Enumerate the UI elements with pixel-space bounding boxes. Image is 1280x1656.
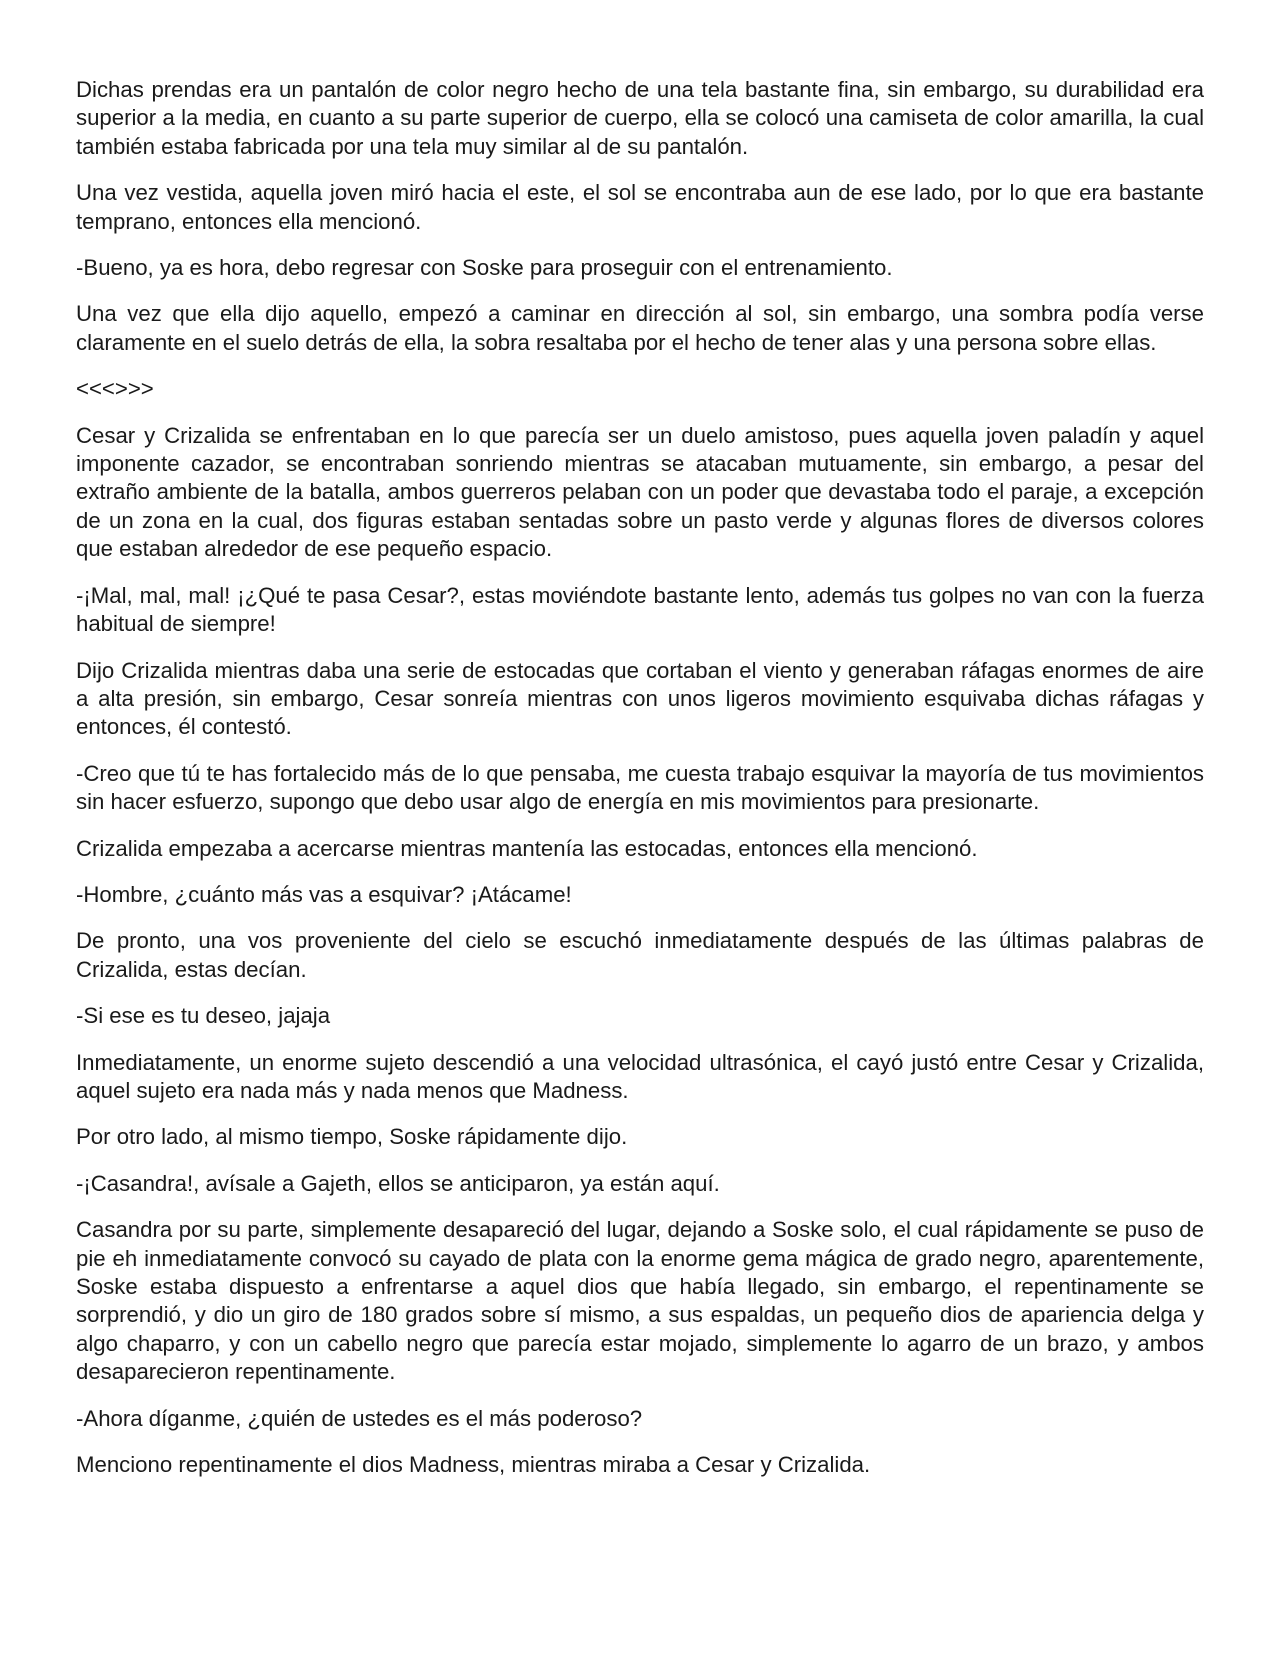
paragraph: De pronto, una vos proveniente del cielo se escuchó inmediatamente después de las últimas palabras de Crizalida, estas decían.	[76, 928, 1204, 982]
paragraph: Cesar y Crizalida se enfrentaban en lo que parecía ser un duelo amistoso, pues aquella joven paladín y aquel imponente cazador, se encontraban sonriendo mientras se atacaban mutuamente, sin embargo, a pesar del extraño ambiente de la batalla, ambos guerreros pelaban con un poder que devastaba todo el paraje, a excepción de un zona en la cual, dos figuras estaban sentadas sobre un pasto verde y algunas flores de diversos colores que estaban alrededor de ese pequeño espacio.	[76, 422, 1204, 562]
paragraph: Crizalida empezaba a acercarse mientras mantenía las estocadas, entonces ella mencionó.	[76, 835, 978, 861]
paragraph: -¡Mal, mal, mal! ¡¿Qué te pasa Cesar?, estas moviéndote bastante lento, además tus golpes no van con la fuerza habitual de siempre!	[76, 582, 1204, 637]
paragraph: -Si ese es tu deseo, jajaja	[76, 1003, 331, 1029]
paragraph: Dichas prendas era un pantalón de color negro hecho de una tela bastante fina, sin embargo, su durabilidad era superior a la media, en cuanto a su parte superior de cuerpo, ella se colocó una camiseta de color amarilla, la cual también estaba fabricada por una tela muy similar al de su pantalón.	[76, 77, 1204, 159]
scene-separator: <<<>>>	[76, 376, 154, 402]
paragraph: Menciono repentinamente el dios Madness, mientras miraba a Cesar y Crizalida.	[76, 1452, 871, 1478]
paragraph: -Hombre, ¿cuánto más vas a esquivar? ¡Atácame!	[76, 881, 572, 907]
paragraph: -¡Casandra!, avísale a Gajeth, ellos se anticiparon, ya están aquí.	[76, 1170, 720, 1196]
paragraph: Una vez vestida, aquella joven miró hacia el este, el sol se encontraba aun de ese lado, por lo que era bastante temprano, entonces ella mencionó.	[76, 180, 1204, 234]
paragraph: -Bueno, ya es hora, debo regresar con Soske para proseguir con el entrenamiento.	[76, 255, 893, 281]
paragraph: -Creo que tú te has fortalecido más de lo que pensaba, me cuesta trabajo esquivar la mayoría de tus movimientos sin hacer esfuerzo, supongo que debo usar algo de energía en mis movimientos para presionarte.	[76, 760, 1204, 815]
paragraph: Casandra por su parte, simplemente desapareció del lugar, dejando a Soske solo, el cual rápidamente se puso de pie eh inmediatamente convocó su cayado de plata con la enorme gema mágica de grado negro, aparentemente, Soske estaba dispuesto a enfrentarse a aquel dios que había llegado, sin embargo, el repentinamente se sorprendió, y dio un giro de 180 grados sobre sí mismo, a sus espaldas, un pequeño dios de apariencia delga y algo chaparro, y con un cabello negro que parecía estar mojado, simplemente lo agarro de un brazo, y ambos desaparecieron repentinamente.	[76, 1217, 1204, 1385]
paragraph: Inmediatamente, un enorme sujeto descendió a una velocidad ultrasónica, el cayó justó entre Cesar y Crizalida, aquel sujeto era nada más y nada menos que Madness.	[76, 1049, 1204, 1103]
paragraph: Por otro lado, al mismo tiempo, Soske rápidamente dijo.	[76, 1124, 628, 1150]
paragraph: Una vez que ella dijo aquello, empezó a caminar en dirección al sol, sin embargo, una sombra podía verse claramente en el suelo detrás de ella, la sobra resaltaba por el hecho de tener alas y una persona sobre ellas.	[76, 301, 1204, 355]
paragraph: Dijo Crizalida mientras daba una serie de estocadas que cortaban el viento y generaban ráfagas enormes de aire a alta presión, sin embargo, Cesar sonreía mientras con unos ligeros movimiento esquivaba dichas ráfagas y entonces, él contestó.	[76, 657, 1204, 740]
paragraph: -Ahora díganme, ¿quién de ustedes es el más poderoso?	[76, 1405, 643, 1431]
